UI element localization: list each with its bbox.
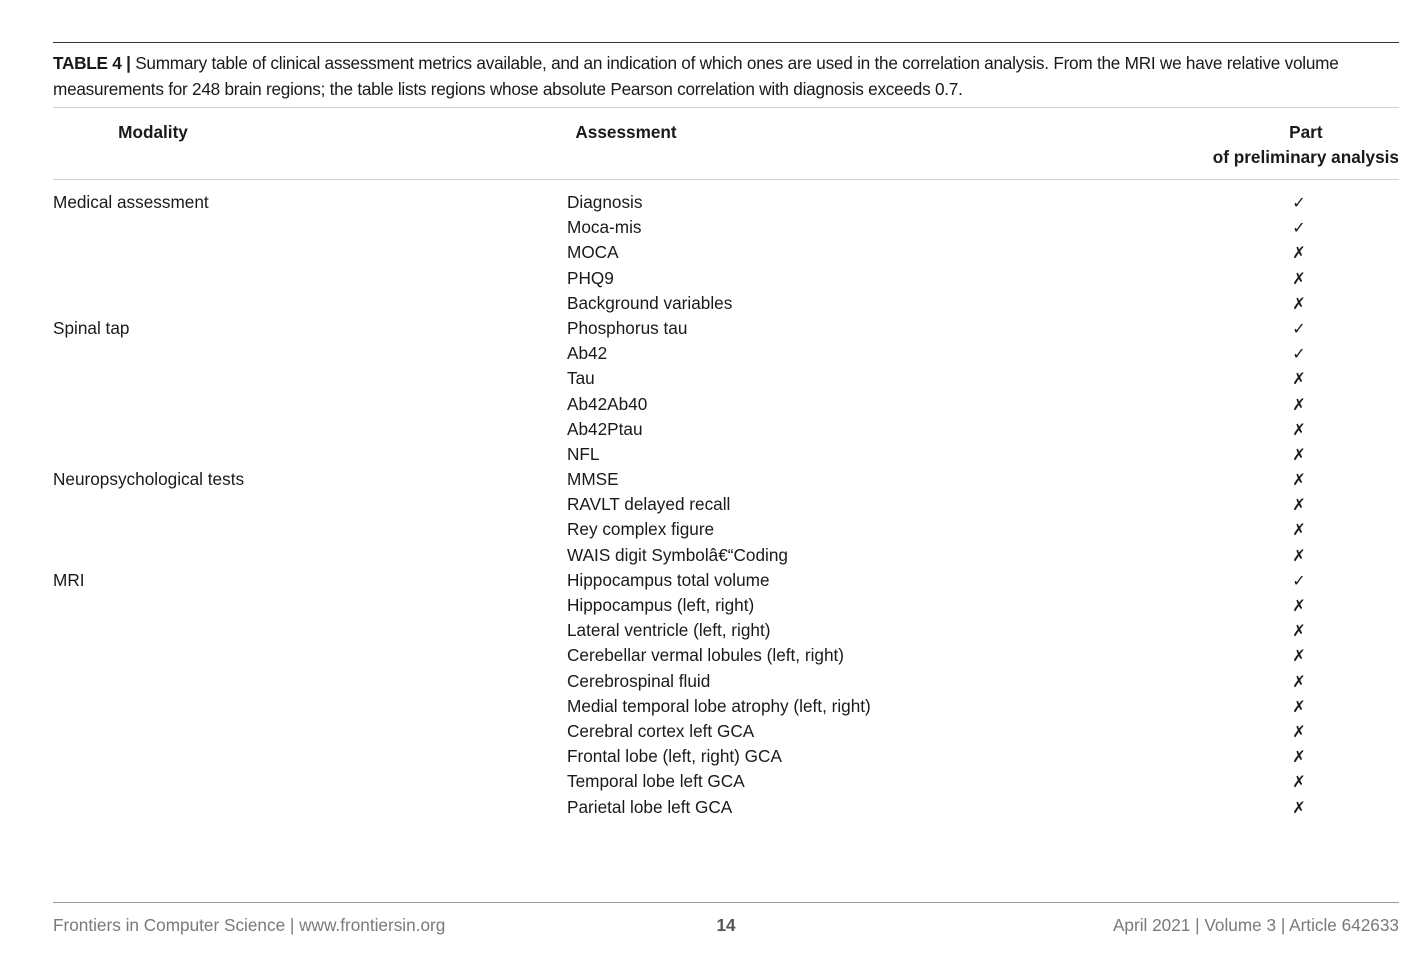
cell-assessment: NFL <box>567 443 600 464</box>
cell-assessment: MMSE <box>567 469 619 490</box>
footer-rule <box>53 902 1399 903</box>
cross-mark-icon: ✗ <box>1292 419 1306 439</box>
table-row <box>53 492 1399 517</box>
cell-assessment: Frontal lobe (left, right) GCA <box>567 746 782 767</box>
cross-mark-icon: ✗ <box>1292 444 1306 464</box>
table-row <box>53 669 1399 694</box>
table-row <box>53 266 1399 291</box>
check-mark-icon: ✓ <box>1292 344 1306 364</box>
cell-assessment: Ab42Ab40 <box>567 393 648 414</box>
table-row <box>53 618 1399 643</box>
footer-journal: Frontiers in Computer Science | www.frontiersin.org <box>53 915 446 935</box>
cell-modality: MRI <box>53 569 85 590</box>
table-row <box>53 291 1399 316</box>
cell-assessment: RAVLT delayed recall <box>567 494 731 515</box>
cell-assessment: Hippocampus total volume <box>567 569 770 590</box>
cell-assessment: Temporal lobe left GCA <box>567 771 745 792</box>
table-top-rule <box>53 42 1399 43</box>
cell-assessment: Medial temporal lobe atrophy (left, right) <box>567 695 871 716</box>
cell-assessment: Phosphorus tau <box>567 317 688 338</box>
table-row <box>53 316 1399 341</box>
table-row <box>53 543 1399 568</box>
cell-assessment: Ab42Ptau <box>567 418 643 439</box>
footer-issue: April 2021 | Volume 3 | Article 642633 <box>1112 915 1399 935</box>
column-header-part-line1: Part <box>1289 122 1323 142</box>
table-caption-label: TABLE 4 | <box>53 53 131 73</box>
cross-mark-icon: ✗ <box>1292 243 1306 263</box>
table-row <box>53 240 1399 265</box>
cross-mark-icon: ✗ <box>1292 394 1306 414</box>
table-row <box>53 442 1399 467</box>
table-row <box>53 568 1399 593</box>
cross-mark-icon: ✗ <box>1292 747 1306 767</box>
cross-mark-icon: ✗ <box>1292 545 1306 565</box>
cell-assessment: Moca-mis <box>567 217 642 238</box>
cell-assessment: Tau <box>567 368 595 389</box>
cross-mark-icon: ✗ <box>1292 797 1306 817</box>
table-row <box>53 215 1399 240</box>
check-mark-icon: ✓ <box>1292 570 1306 590</box>
cross-mark-icon: ✗ <box>1292 721 1306 741</box>
table-row <box>53 643 1399 668</box>
paper-page <box>53 0 1399 960</box>
table-caption <box>53 50 1399 102</box>
cross-mark-icon: ✗ <box>1292 268 1306 288</box>
cross-mark-icon: ✗ <box>1292 696 1306 716</box>
cross-mark-icon: ✗ <box>1292 671 1306 691</box>
cell-assessment: Cerebellar vermal lobules (left, right) <box>567 645 845 666</box>
table-row <box>53 744 1399 769</box>
check-mark-icon: ✓ <box>1292 193 1306 212</box>
check-mark-icon: ✓ <box>1292 218 1306 238</box>
cross-mark-icon: ✗ <box>1292 772 1306 792</box>
table-body <box>53 190 1399 820</box>
cross-mark-icon: ✗ <box>1292 495 1306 515</box>
cell-assessment: Diagnosis <box>567 192 643 212</box>
footer-page-number: 14 <box>716 915 736 935</box>
cell-assessment: Cerebral cortex left GCA <box>567 720 755 741</box>
cross-mark-icon: ✗ <box>1292 369 1306 389</box>
table-row <box>53 769 1399 794</box>
table-row <box>53 341 1399 366</box>
cross-mark-icon: ✗ <box>1292 621 1306 641</box>
cell-assessment: Hippocampus (left, right) <box>567 595 755 615</box>
caption-divider <box>53 107 1399 108</box>
cell-assessment: Ab42 <box>567 343 608 364</box>
cell-assessment: Rey complex figure <box>567 519 715 540</box>
cross-mark-icon: ✗ <box>1292 596 1306 615</box>
table-row <box>53 467 1399 492</box>
cell-assessment: Background variables <box>567 292 733 313</box>
cross-mark-icon: ✗ <box>1292 520 1306 540</box>
cross-mark-icon: ✗ <box>1292 470 1306 490</box>
table-row <box>53 517 1399 542</box>
cell-modality: Spinal tap <box>53 317 130 338</box>
cell-assessment: Cerebrospinal fluid <box>567 670 711 691</box>
check-mark-icon: ✓ <box>1292 318 1306 338</box>
column-header-part-line2: of preliminary analysis <box>1212 147 1399 167</box>
table-row <box>53 417 1399 442</box>
cell-modality: Neuropsychological tests <box>53 469 245 490</box>
table-row <box>53 392 1399 417</box>
table-row <box>53 719 1399 744</box>
table-row <box>53 366 1399 391</box>
cell-assessment: PHQ9 <box>567 267 614 288</box>
header-divider <box>53 179 1399 180</box>
table-row <box>53 694 1399 719</box>
cell-assessment: Parietal lobe left GCA <box>567 796 733 817</box>
cell-assessment: WAIS digit Symbolâ€“Coding <box>567 544 788 565</box>
cross-mark-icon: ✗ <box>1292 293 1306 313</box>
column-header-assessment: Assessment <box>575 122 677 142</box>
column-header-modality: Modality <box>118 122 188 142</box>
table-row <box>53 190 1399 215</box>
cross-mark-icon: ✗ <box>1292 646 1306 666</box>
cell-assessment: MOCA <box>567 242 619 263</box>
table-caption-text: Summary table of clinical assessment metrics available, and an indication of which ones are used in the correlation analysis. From the MRI we have relative volume measurements for 248 brain regions; the table lists regions whose absolute Pearson correlation with diagnosis exceeds 0.7. <box>53 53 1339 99</box>
cell-modality: Medical assessment <box>53 192 209 212</box>
column-header-part <box>1213 120 1399 170</box>
cell-assessment: Lateral ventricle (left, right) <box>567 620 771 641</box>
table-row <box>53 795 1399 820</box>
table-row <box>53 593 1399 618</box>
